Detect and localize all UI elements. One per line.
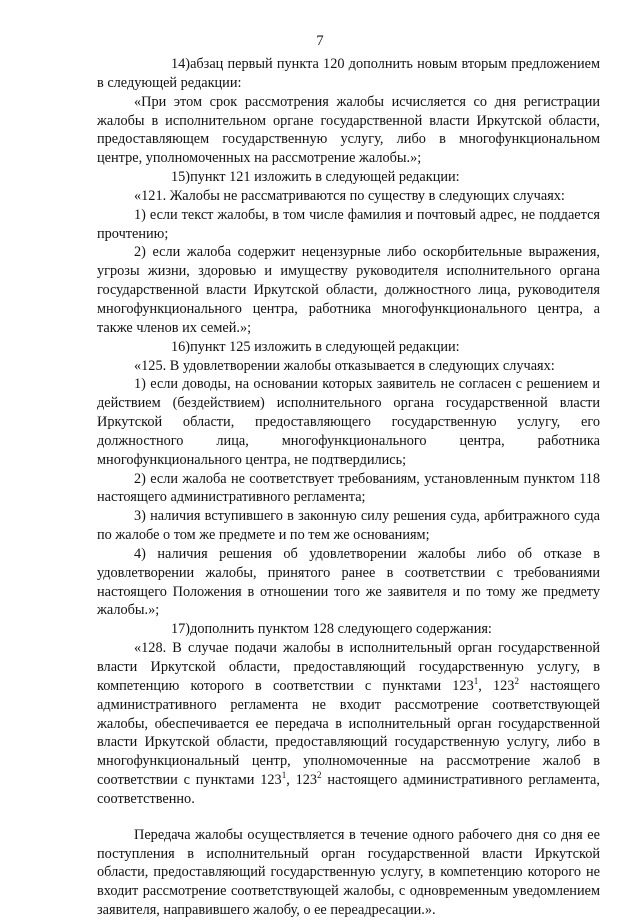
item-number: 17) xyxy=(171,621,191,638)
quote-128-part-2: настоящего административного регламента не входит рассмотрение соответствующей жалобы, обеспечивается ее передача в исполнительный орган государственной власти Иркутской области, предоставляющий государственную услугу, либо в многофункциональный центр, уполномоченные на рассмотрение жалоб в соответствии с пунктами 123 xyxy=(97,677,601,789)
item-text: пункт 121 изложить в следующей редакции: xyxy=(190,169,460,186)
quote-125-heading: «125. В удовлетворении жалобы отказывается в следующих случаях: xyxy=(134,357,555,374)
quote-128-part-1: «128. В случае подачи жалобы в исполнительный орган государственной власти Иркутской области, предоставляющий государственную услугу, в компетенцию которого в соответствии с пунктами 123 xyxy=(97,640,600,694)
item-15 xyxy=(97,168,600,187)
separator: , 123 xyxy=(478,677,515,694)
quote-125-case-2: 2) если жалоба не соответствует требованиям, установленным пунктом 118 настоящего административного регламента; xyxy=(97,470,600,506)
item-text: дополнить пунктом 128 следующего содержания: xyxy=(190,621,492,638)
quote-121-case-1: 1) если текст жалобы, в том числе фамилия и почтовый адрес, не поддается прочтению; xyxy=(97,206,600,242)
item-17 xyxy=(97,620,600,639)
quote-120: «При этом срок рассмотрения жалобы исчисляется со дня регистрации жалобы в исполнительном органе государственной власти Иркутской области, предоставляющем государственную услугу, либо в многофункциональном центре, уполномоченных на рассмотрение жалобы.»; xyxy=(97,93,600,167)
final-paragraph: Передача жалобы осуществляется в течение одного рабочего дня со дня ее поступления в исполнительный орган государственной власти Иркутской области, предоставляющий государственную услугу, в компетенцию которого не входит рассмотрение соответствующей жалобы, с одновременным уведомлением заявителя, направившего жалобу, о ее переадресации.». xyxy=(97,826,600,919)
item-number: 15) xyxy=(171,169,191,186)
item-number: 16) xyxy=(171,338,191,355)
superscript: 1 xyxy=(473,675,479,686)
item-16 xyxy=(97,338,600,357)
superscript: 1 xyxy=(281,770,287,781)
superscript: 2 xyxy=(317,770,322,781)
item-text: абзац первый пункта 120 дополнить новым вторым предложением в следующей редакции: xyxy=(97,56,600,91)
item-14 xyxy=(97,55,600,93)
quote-125-case-3: 3) наличия вступившего в законную силу решения суда, арбитражного суда по жалобе о том же предмете и по тем же основаниям; xyxy=(97,508,600,544)
quote-125-case-1: 1) если доводы, на основании которых заявитель не согласен с решением и действием (бездействием) исполнительного органа государственной власти Иркутской области, предоставляющего государственную услугу, его должностного лица, многофункционального центра, работника многофункционального центра, не подтвердились; xyxy=(97,376,600,468)
page-number: 7 xyxy=(316,33,324,49)
quote-121-case-2: 2) если жалоба содержит нецензурные либо оскорбительные выражения, угрозы жизни, здоровью и имуществу руководителя исполнительного органа государственной власти Иркутской области, должностного лица, руководителя многофункционального центра, работника многофункционального центра, а также членов их семей.»; xyxy=(97,244,600,336)
item-text: пункт 125 изложить в следующей редакции: xyxy=(190,338,460,355)
quote-128 xyxy=(97,639,600,809)
document-body xyxy=(97,55,600,920)
quote-128-part-3: настоящего административного регламента, соответственно. xyxy=(97,772,600,807)
quote-121-heading: «121. Жалобы не рассматриваются по существу в следующих случаях: xyxy=(134,187,565,204)
item-number: 14) xyxy=(171,56,191,72)
superscript: 2 xyxy=(514,675,519,686)
separator: , 123 xyxy=(286,772,318,789)
quote-125-case-4: 4) наличия решения об удовлетворении жалобы либо об отказе в удовлетворении жалобы, принятого ранее в соответствии с требованиями настоящего Положения в отношении того же заявителя и по тому же предмету жалобы.»; xyxy=(97,545,600,619)
